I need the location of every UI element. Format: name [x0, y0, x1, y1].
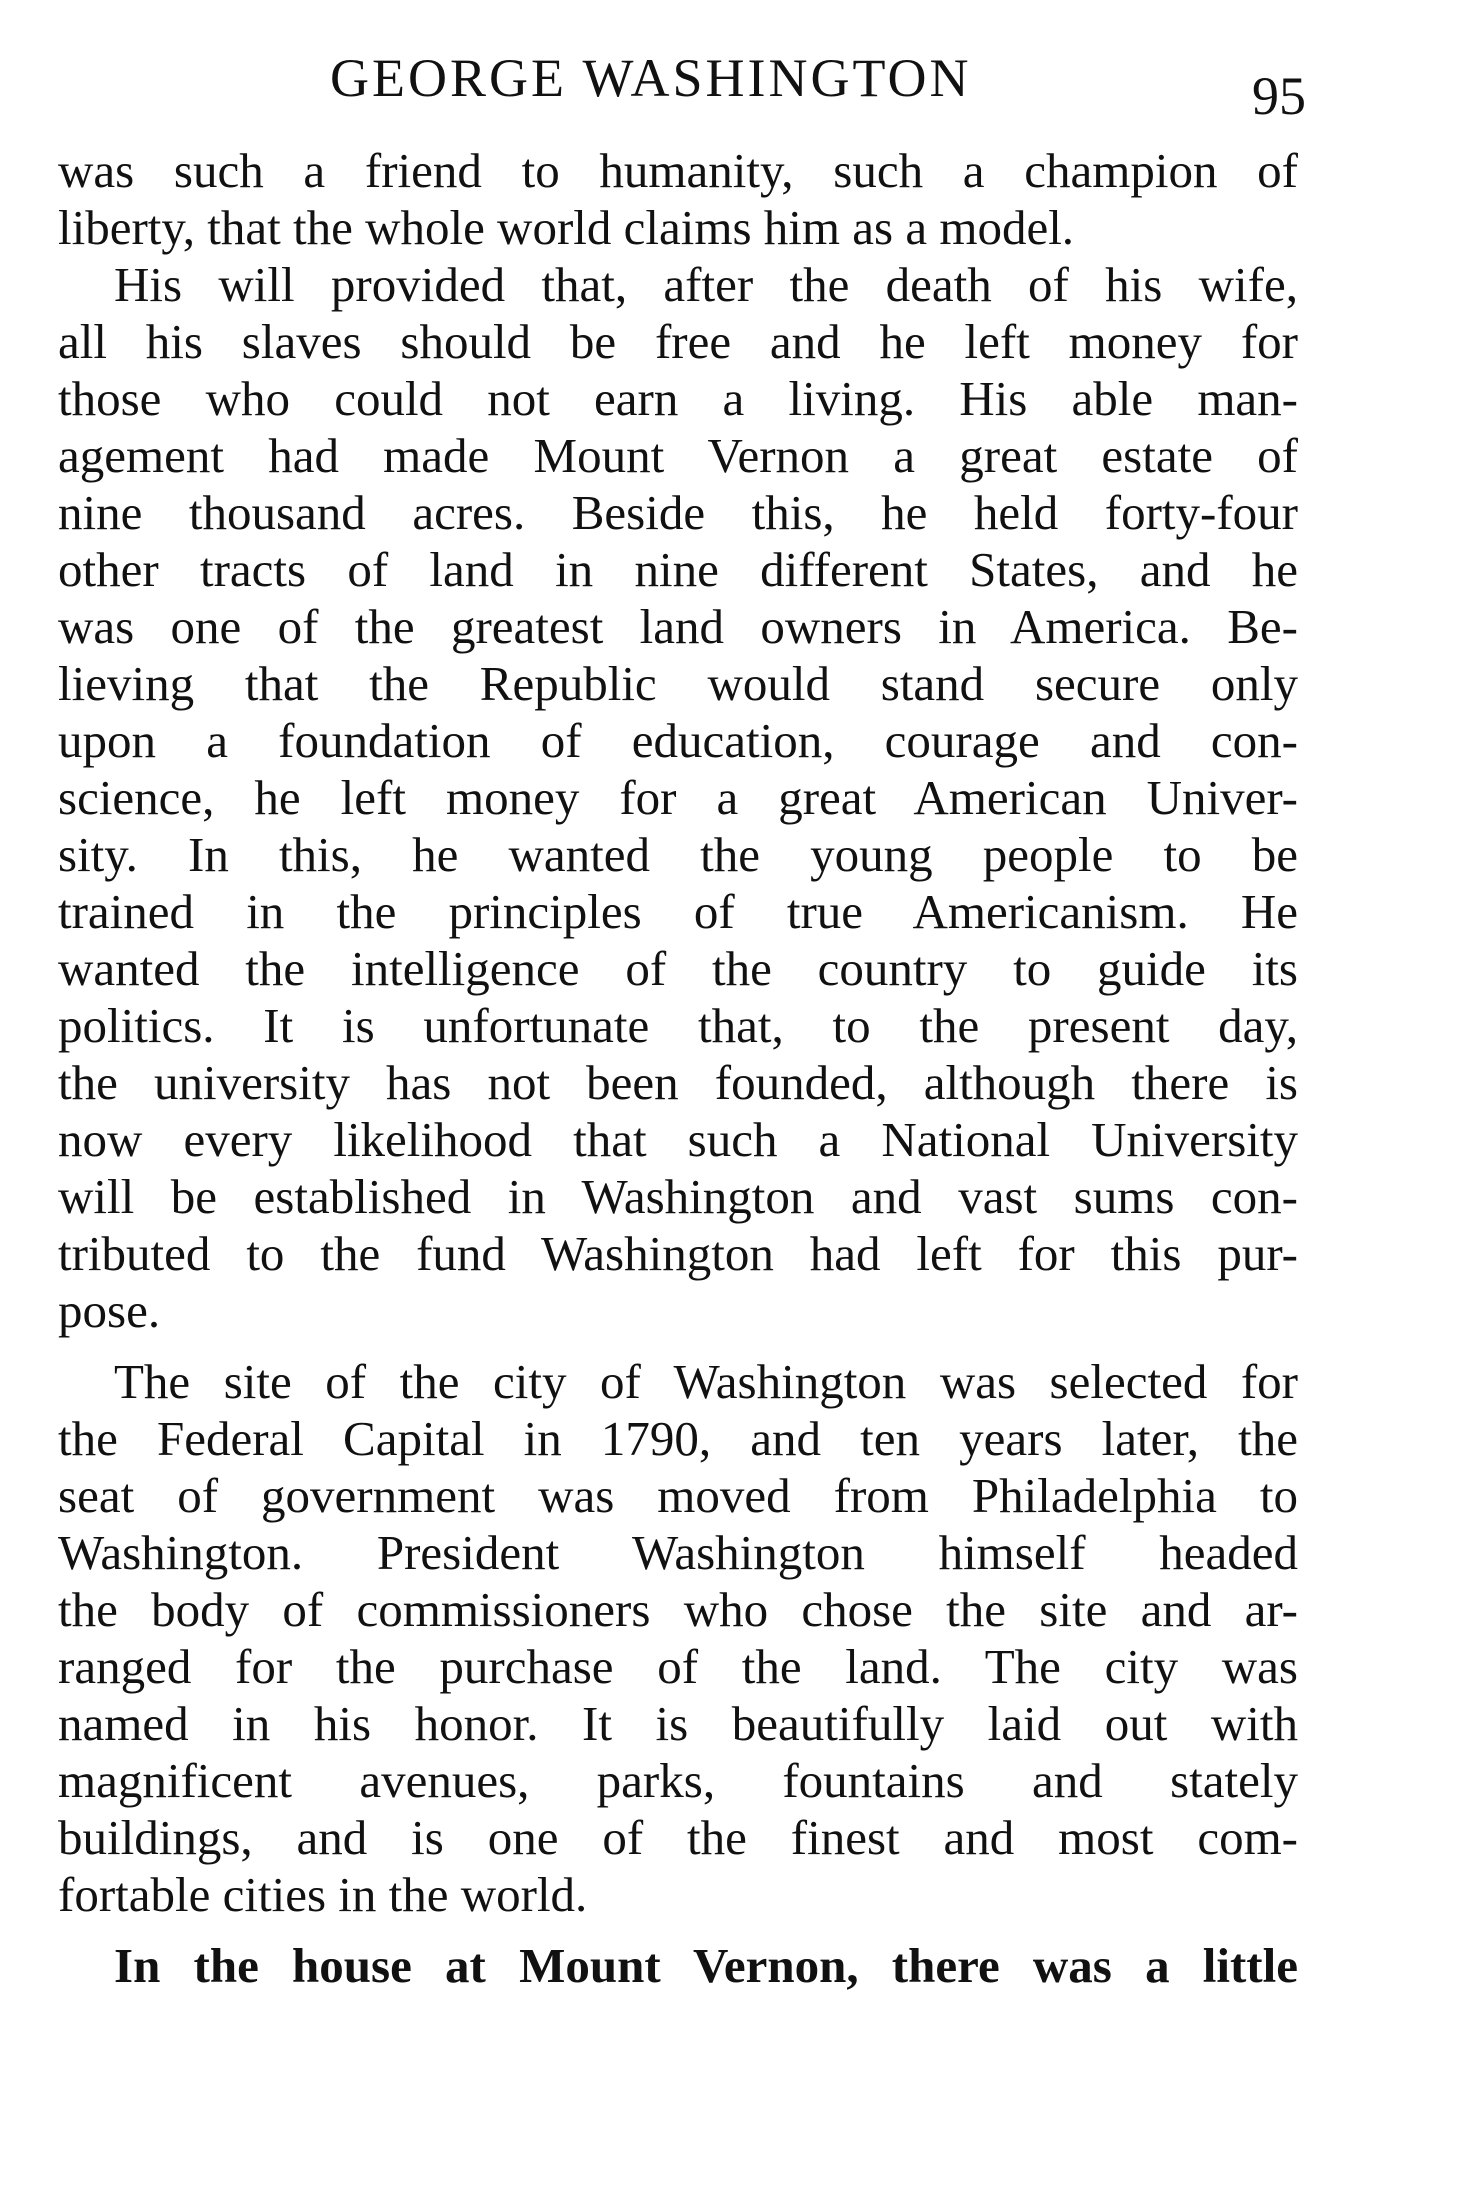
- body-text: [58, 142, 1298, 1994]
- text-line: other tracts of land in nine different States, and he: [58, 542, 1298, 597]
- text-line: will be established in Washington and vast sums con-: [58, 1169, 1298, 1224]
- text-line: Washington. President Washington himself headed: [58, 1525, 1298, 1580]
- paragraph: [58, 1937, 1298, 1994]
- paragraph: [58, 256, 1298, 1339]
- text-line: the Federal Capital in 1790, and ten years later, the: [58, 1411, 1298, 1466]
- paragraph-spacer: [58, 1339, 1298, 1353]
- text-line: In the house at Mount Vernon, there was a little: [114, 1938, 1298, 1993]
- text-line: was such a friend to humanity, such a champion of: [58, 143, 1298, 198]
- text-line: those who could not earn a living. His able man-: [58, 371, 1298, 426]
- text-line: sity. In this, he wanted the young people to be: [58, 827, 1298, 882]
- running-title: GEORGE WASHINGTON: [330, 48, 972, 108]
- text-line: magnificent avenues, parks, fountains and stately: [58, 1753, 1298, 1808]
- page-number: 95: [1252, 66, 1306, 126]
- text-line: buildings, and is one of the finest and most com-: [58, 1810, 1298, 1865]
- text-line: the body of commissioners who chose the site and ar-: [58, 1582, 1298, 1637]
- text-line: pose.: [58, 1283, 161, 1338]
- text-line: all his slaves should be free and he left money for: [58, 314, 1298, 369]
- paragraph-spacer: [58, 1923, 1298, 1937]
- text-line: nine thousand acres. Beside this, he held forty-four: [58, 485, 1298, 540]
- text-line: His will provided that, after the death of his wife,: [114, 257, 1298, 312]
- paragraph: [58, 142, 1298, 256]
- text-line: politics. It is unfortunate that, to the present day,: [58, 998, 1298, 1053]
- text-line: trained in the principles of true Americanism. He: [58, 884, 1298, 939]
- text-line: seat of government was moved from Philadelphia to: [58, 1468, 1298, 1523]
- text-line: science, he left money for a great American Univer-: [58, 770, 1298, 825]
- text-line: lieving that the Republic would stand secure only: [58, 656, 1298, 711]
- text-line: the university has not been founded, although there is: [58, 1055, 1298, 1110]
- text-line: agement had made Mount Vernon a great estate of: [58, 428, 1298, 483]
- text-line: now every likelihood that such a National University: [58, 1112, 1298, 1167]
- running-head: [0, 38, 1460, 126]
- text-line: was one of the greatest land owners in America. Be-: [58, 599, 1298, 654]
- text-line: named in his honor. It is beautifully laid out with: [58, 1696, 1298, 1751]
- text-line: liberty, that the whole world claims him as a model.: [58, 200, 1075, 255]
- text-line: tributed to the fund Washington had left for this pur-: [58, 1226, 1298, 1281]
- text-line: fortable cities in the world.: [58, 1867, 588, 1922]
- text-line: The site of the city of Washington was selected for: [114, 1354, 1298, 1409]
- text-line: wanted the intelligence of the country to guide its: [58, 941, 1298, 996]
- text-line: ranged for the purchase of the land. The city was: [58, 1639, 1298, 1694]
- text-line: upon a foundation of education, courage and con-: [58, 713, 1298, 768]
- paragraph: [58, 1353, 1298, 1923]
